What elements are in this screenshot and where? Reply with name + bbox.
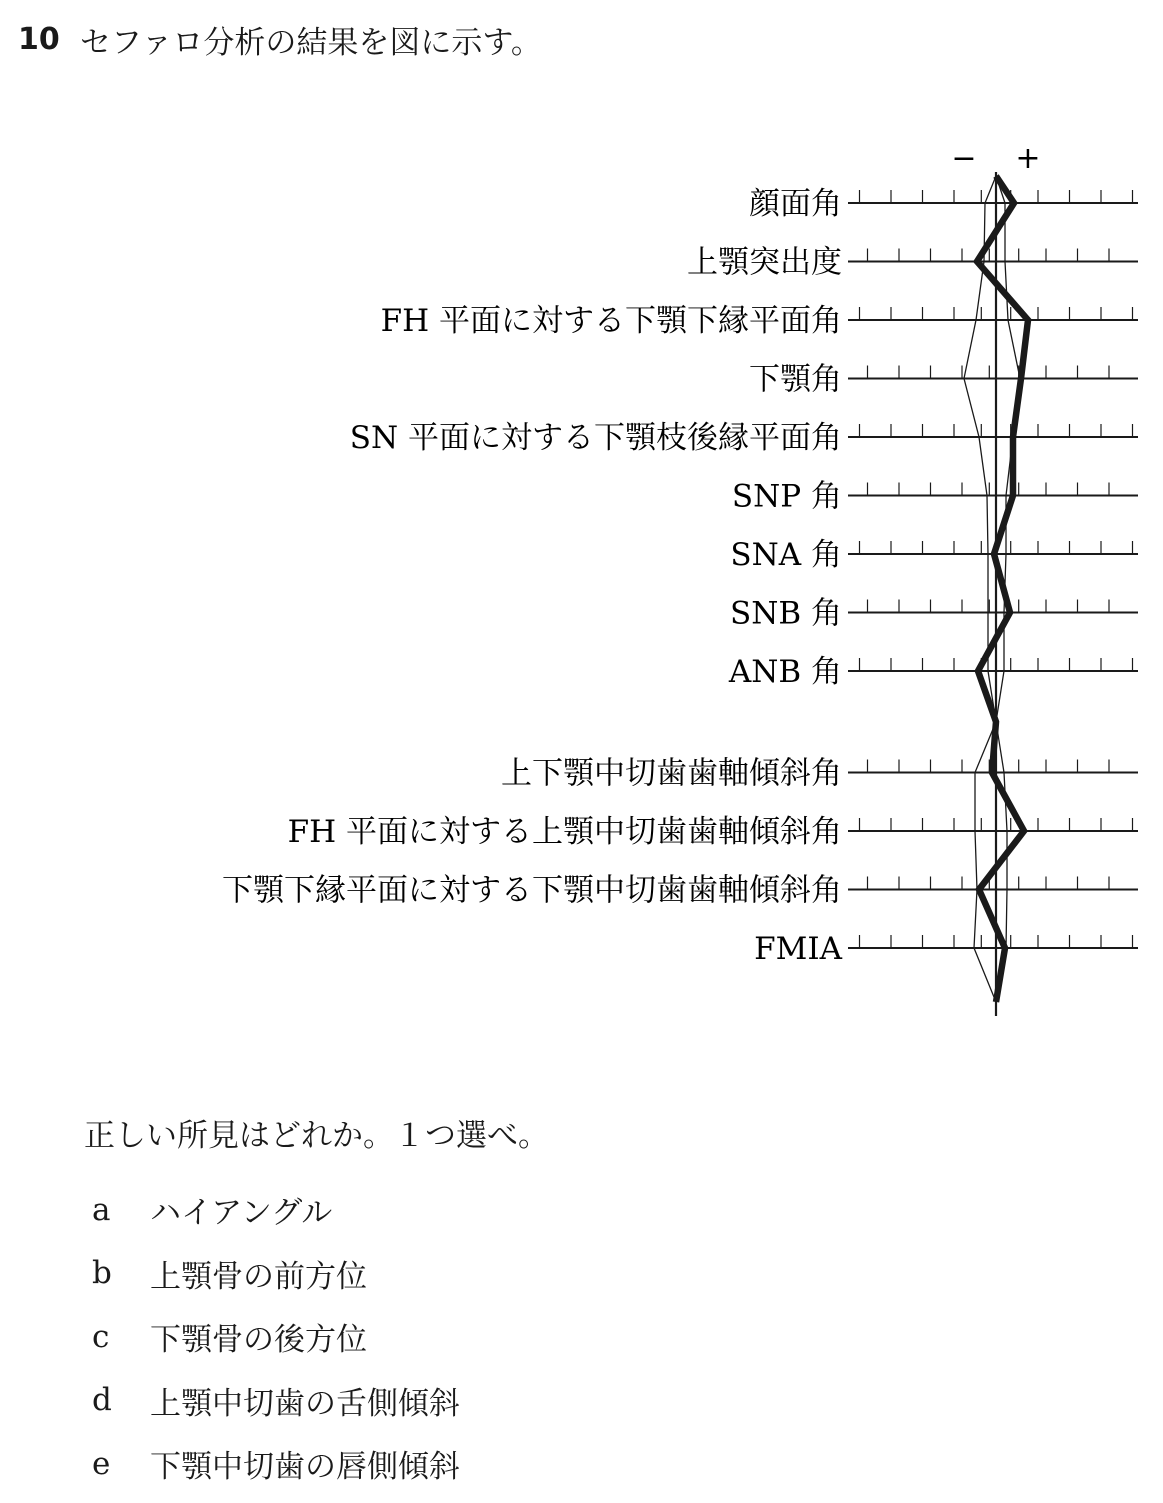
row-label: SNP 角 [731, 478, 842, 515]
choice-text: 下顎中切歯の唇側傾斜 [150, 1449, 460, 1486]
choice-letter: d [92, 1382, 112, 1419]
polygonogram-chart [0, 130, 1163, 1030]
patient-profile-line [977, 176, 1028, 1002]
choice-text: 上顎中切歯の舌側傾斜 [150, 1385, 460, 1422]
choice-e[interactable] [92, 1432, 460, 1496]
row-label: 上下顎中切歯歯軸傾斜角 [501, 755, 842, 792]
choice-d[interactable] [92, 1369, 460, 1433]
choice-letter: b [92, 1255, 112, 1292]
row-label: SNA 角 [730, 537, 842, 573]
choice-a[interactable] [92, 1178, 460, 1242]
row-label: 顔面角 [749, 186, 842, 222]
row-label: 上顎突出度 [687, 244, 842, 281]
choice-b[interactable] [92, 1242, 460, 1306]
row-label: ANB 角 [728, 654, 842, 690]
choice-letter: e [92, 1445, 111, 1482]
choice-c[interactable] [92, 1305, 460, 1369]
row-label: SN 平面に対する下顎枝後縁平面角 [349, 420, 842, 456]
choice-text: 下顎骨の後方位 [150, 1322, 367, 1359]
row-label: FH 平面に対する下顎下縁平面角 [380, 303, 842, 339]
row-label: SNB 角 [730, 595, 842, 632]
question-instruction: 正しい所見はどれか。１つ選べ。 [84, 1118, 549, 1154]
choice-letter: a [92, 1191, 111, 1228]
plus-label: + [1015, 141, 1041, 176]
answer-choices [92, 1178, 460, 1496]
row-label: FMIA [754, 931, 842, 967]
row-label: 下顎角 [749, 361, 842, 398]
minus-label: − [951, 141, 977, 176]
question-header [18, 14, 542, 64]
question-stem: セファロ分析の結果を図に示す。 [80, 24, 542, 61]
row-label: FH 平面に対する上顎中切歯歯軸傾斜角 [287, 814, 842, 850]
question-number: 10 [18, 21, 60, 57]
choice-text: 上顎骨の前方位 [150, 1258, 367, 1295]
choice-letter: c [92, 1318, 110, 1355]
row-label: 下顎下縁平面に対する下顎中切歯歯軸傾斜角 [222, 872, 842, 909]
choice-text: ハイアングル [150, 1195, 333, 1232]
